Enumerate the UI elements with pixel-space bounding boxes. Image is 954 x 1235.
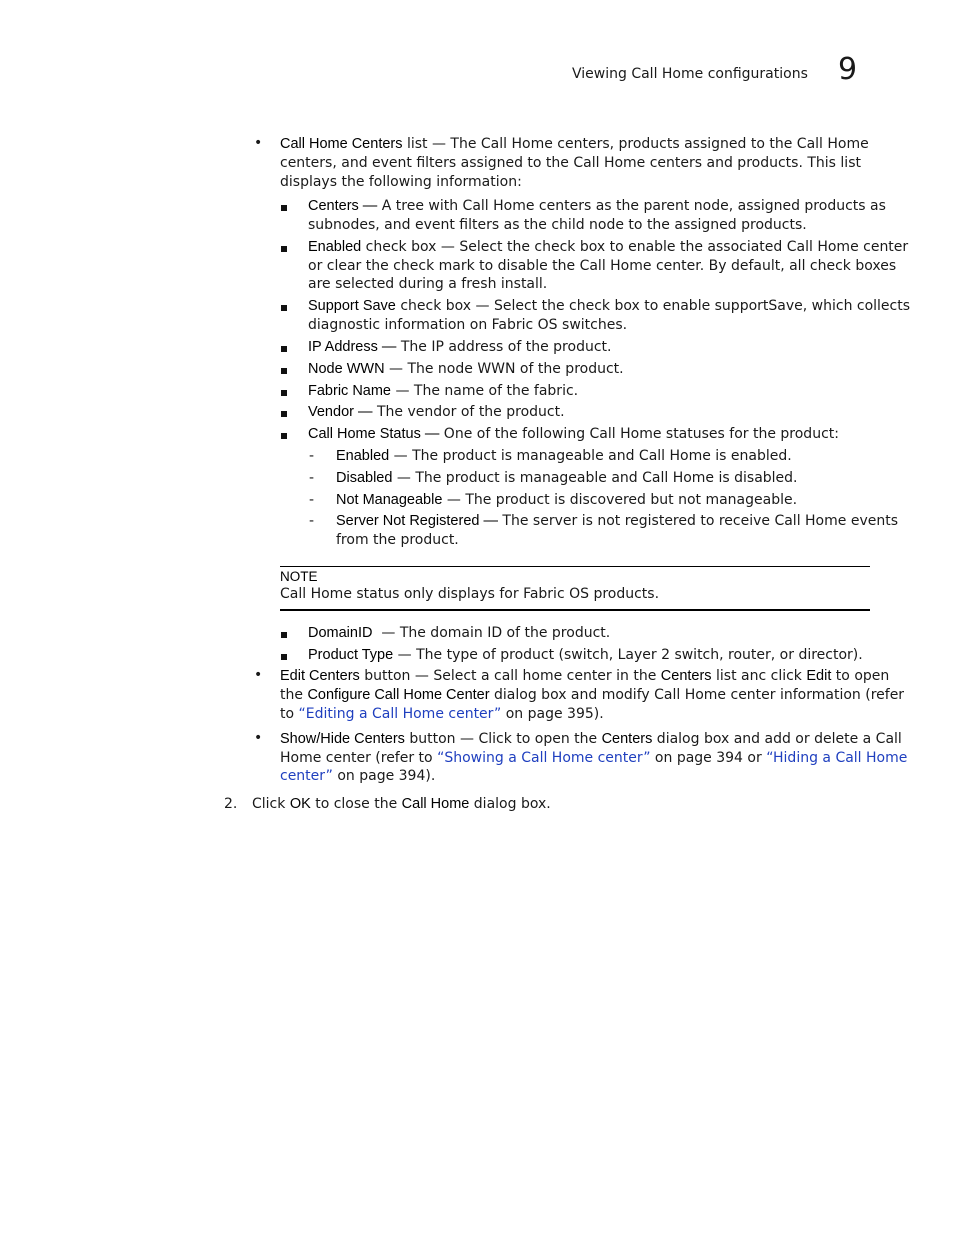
- status-not-manageable-term: Not Manageable: [336, 492, 443, 508]
- vendor-item: Vendor — The vendor of the product.: [308, 404, 565, 420]
- call-home-centers-term: Call Home Centers: [280, 136, 403, 152]
- square-bullet-icon: [281, 246, 287, 252]
- note-top-rule: [280, 566, 870, 567]
- domain-id-term: DomainID: [308, 625, 373, 641]
- dash-bullet-icon: -: [309, 492, 315, 508]
- square-bullet-icon: [281, 433, 287, 439]
- status-enabled-term: Enabled: [336, 448, 390, 464]
- call-home-status-item: Call Home Status — One of the following Call Home statuses for the product:: [308, 426, 839, 442]
- dash-bullet-icon: -: [309, 448, 315, 464]
- square-bullet-icon: [281, 368, 287, 374]
- edit-centers-line-3: to “Editing a Call Home center” on page 395).: [280, 706, 604, 722]
- product-type-term: Product Type: [308, 647, 394, 663]
- enabled-line-1: Enabled check box — Select the check box to enable the associated Call Home center: [308, 239, 909, 255]
- call-home-status-term: Call Home Status —: [308, 426, 440, 442]
- centers-line-1: Centers — A tree with Call Home centers as the parent node, assigned products as: [308, 198, 886, 214]
- edit-centers-line-2: the Configure Call Home Center dialog box and modify Call Home center information (refer: [280, 687, 905, 703]
- vendor-term: Vendor —: [308, 404, 373, 420]
- show-hide-line-2: Home center (refer to “Showing a Call Home center” on page 394 or “Hiding a Call Home: [280, 750, 908, 766]
- call-home-centers-line-2: centers, and event filters assigned to the Call Home centers and products. This list: [280, 155, 861, 171]
- show-hide-line-3: center” on page 394).: [280, 768, 436, 784]
- ok-term: OK: [289, 796, 311, 812]
- showing-call-home-center-link[interactable]: “Showing a Call Home center”: [437, 750, 651, 766]
- fabric-name-term: Fabric Name: [308, 383, 391, 399]
- chapter-number: 9: [838, 52, 858, 87]
- domain-id-item: DomainID — The domain ID of the product.: [308, 625, 611, 641]
- editing-call-home-center-link[interactable]: “Editing a Call Home center”: [298, 706, 502, 722]
- enabled-term: Enabled: [308, 239, 362, 255]
- bullet-dot-icon: •: [254, 135, 263, 151]
- enabled-line-2: or clear the check mark to disable the Call Home center. By default, all check boxes: [308, 258, 897, 274]
- edit-centers-line-1: Edit Centers button — Select a call home center in the Centers list anc click Edit to open: [280, 668, 890, 684]
- fabric-name-item: Fabric Name — The name of the fabric.: [308, 383, 579, 399]
- note-bottom-rule: [280, 609, 870, 611]
- dash-bullet-icon: -: [309, 513, 315, 529]
- square-bullet-icon: [281, 346, 287, 352]
- status-not-manageable-item: Not Manageable — The product is discovered but not manageable.: [336, 492, 798, 508]
- support-save-line-2: diagnostic information on Fabric OS switches.: [308, 317, 628, 333]
- status-server-not-registered-line-1: Server Not Registered — The server is not registered to receive Call Home events: [336, 513, 898, 529]
- step-2-text: Click OK to close the Call Home dialog box.: [252, 796, 551, 812]
- square-bullet-icon: [281, 205, 287, 211]
- centers-term: Centers —: [308, 198, 378, 214]
- enabled-line-3: are selected during a fresh install.: [308, 276, 548, 292]
- show-hide-line-1: Show/Hide Centers button — Click to open the Centers dialog box and add or delete a Call: [280, 731, 902, 747]
- square-bullet-icon: [281, 654, 287, 660]
- support-save-term: Support Save: [308, 298, 396, 314]
- status-disabled-item: Disabled — The product is manageable and Call Home is disabled.: [336, 470, 798, 486]
- call-home-centers-line-3: displays the following information:: [280, 174, 522, 190]
- status-server-not-registered-line-2: from the product.: [336, 532, 459, 548]
- product-type-item: Product Type — The type of product (switch, Layer 2 switch, router, or director).: [308, 647, 863, 663]
- status-enabled-item: Enabled — The product is manageable and Call Home is enabled.: [336, 448, 792, 464]
- hiding-call-home-center-link[interactable]: “Hiding a Call Home: [766, 750, 908, 766]
- node-wwn-item: Node WWN — The node WWN of the product.: [308, 361, 624, 377]
- centers-line-2: subnodes, and event filters as the child node to the assigned products.: [308, 217, 807, 233]
- edit-centers-term: Edit Centers: [280, 668, 360, 684]
- dash-bullet-icon: -: [309, 470, 315, 486]
- square-bullet-icon: [281, 411, 287, 417]
- ip-address-item: IP Address — The IP address of the product.: [308, 339, 612, 355]
- node-wwn-term: Node WWN: [308, 361, 385, 377]
- ip-address-term: IP Address —: [308, 339, 397, 355]
- square-bullet-icon: [281, 390, 287, 396]
- note-label: NOTE: [280, 569, 318, 584]
- bullet-dot-icon: •: [254, 667, 263, 683]
- step-number: 2.: [224, 796, 238, 812]
- hiding-call-home-center-link-cont[interactable]: center”: [280, 768, 333, 784]
- status-disabled-term: Disabled: [336, 470, 393, 486]
- show-hide-centers-term: Show/Hide Centers: [280, 731, 405, 747]
- section-title: Viewing Call Home configurations: [572, 66, 808, 82]
- support-save-line-1: Support Save check box — Select the check box to enable supportSave, which collects: [308, 298, 911, 314]
- status-server-not-registered-term: Server Not Registered —: [336, 513, 498, 529]
- bullet-dot-icon: •: [254, 730, 263, 746]
- square-bullet-icon: [281, 632, 287, 638]
- call-home-centers-line-1: Call Home Centers list — The Call Home centers, products assigned to the Call Home: [280, 136, 869, 152]
- note-text: Call Home status only displays for Fabric OS products.: [280, 586, 660, 602]
- square-bullet-icon: [281, 305, 287, 311]
- call-home-term: Call Home: [401, 796, 470, 812]
